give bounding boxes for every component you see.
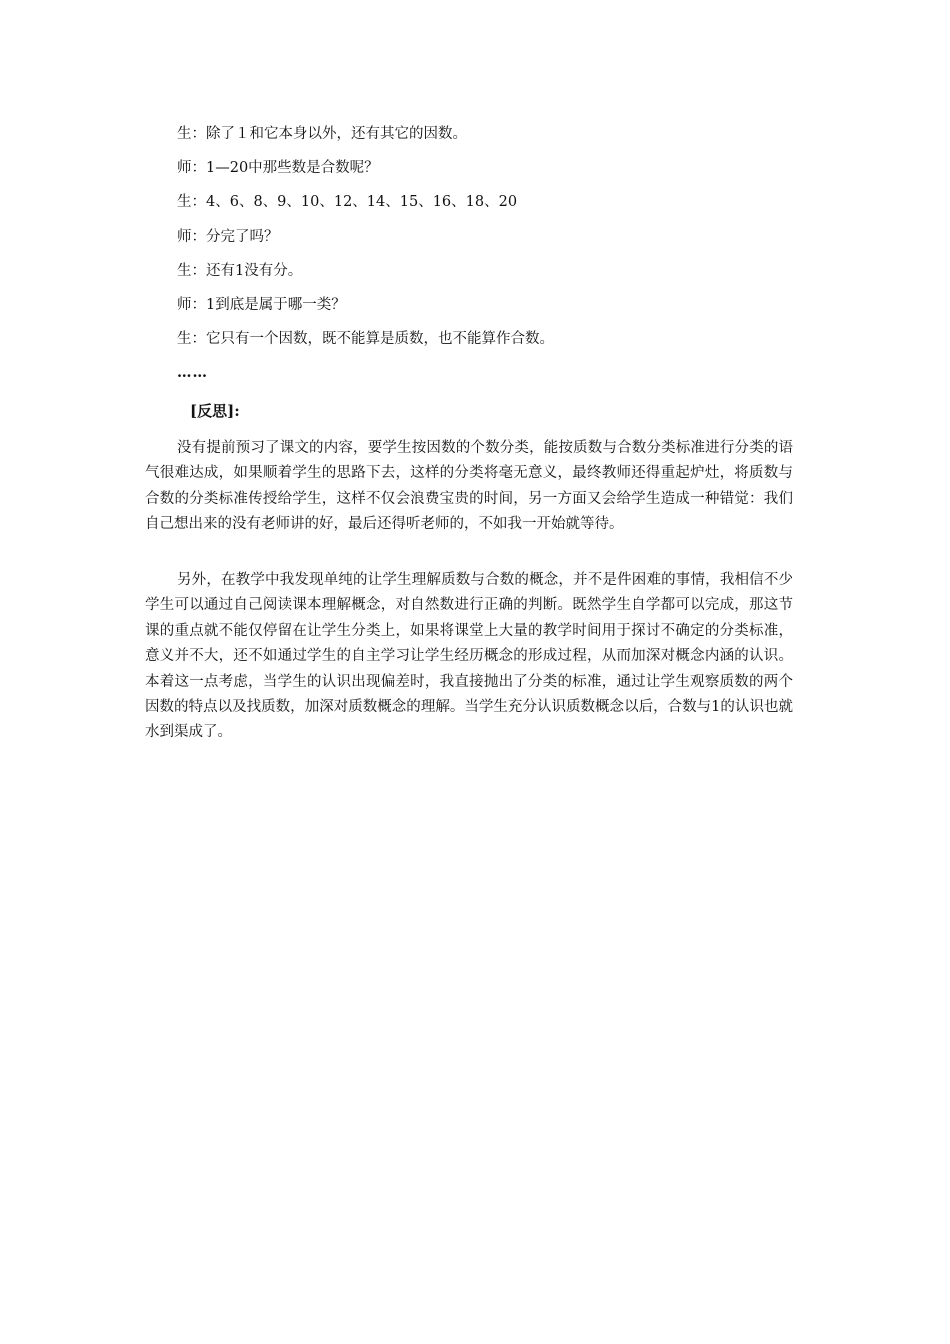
reflection-paragraph: 另外，在教学中我发现单纯的让学生理解质数与合数的概念，并不是件困难的事情，我相信不少学生可以通过自己阅读课本理解概念，对自然数进行正确的判断。既然学生自学都可以完成，那这节课的重点就不能仅停留在让学生分类上，如果将课堂上大量的教学时间用于探讨不确定的分类标准，意义并不大，还不如通过学生的自主学习让学生经历概念的形成过程，从而加深对概念内涵的认识。本着这一点考虑，当学生的认识出现偏差时，我直接抛出了分类的标准，通过让学生观察质数的两个因数的特点以及找质数，加深对质数概念的理解。当学生充分认识质数概念以后，合数与1的认识也就水到渠成了。 bbox=[145, 572, 793, 741]
dialogue-line: 生：除了１和它本身以外，还有其它的因数。 bbox=[177, 126, 467, 142]
dialogue-line: 师：分完了吗？ bbox=[177, 228, 279, 245]
dialogue-line: 生：还有1没有分。 bbox=[177, 262, 303, 279]
dialogue-line: 师：1到底是属于哪一类？ bbox=[177, 296, 346, 313]
dialogue-ellipsis: …… bbox=[177, 364, 208, 382]
dialogue-section bbox=[177, 124, 797, 393]
dialogue-line: 生：它只有一个因数，既不能算是质数，也不能算作合数。 bbox=[177, 331, 554, 348]
reflection-paragraph: 没有提前预习了课文的内容，要学生按因数的个数分类，能按质数与合数分类标准进行分类的语气很难达成，如果顺着学生的思路下去，这样的分类将毫无意义，最终教师还得重起炉灶，将质数与合数的分类标准传授给学生，这样不仅会浪费宝贵的时间，另一方面又会给学生造成一种错觉：我们自己想出来的没有老师讲的好，最后还得听老师的，不如我一开始就等待。 bbox=[145, 440, 793, 533]
reflection-heading: [反思]: bbox=[190, 402, 240, 420]
dialogue-line: 生：4、6、8、9、10、12、14、15、16、18、20 bbox=[177, 194, 518, 211]
dialogue-line: 师：1—20中那些数是合数呢？ bbox=[177, 160, 379, 177]
